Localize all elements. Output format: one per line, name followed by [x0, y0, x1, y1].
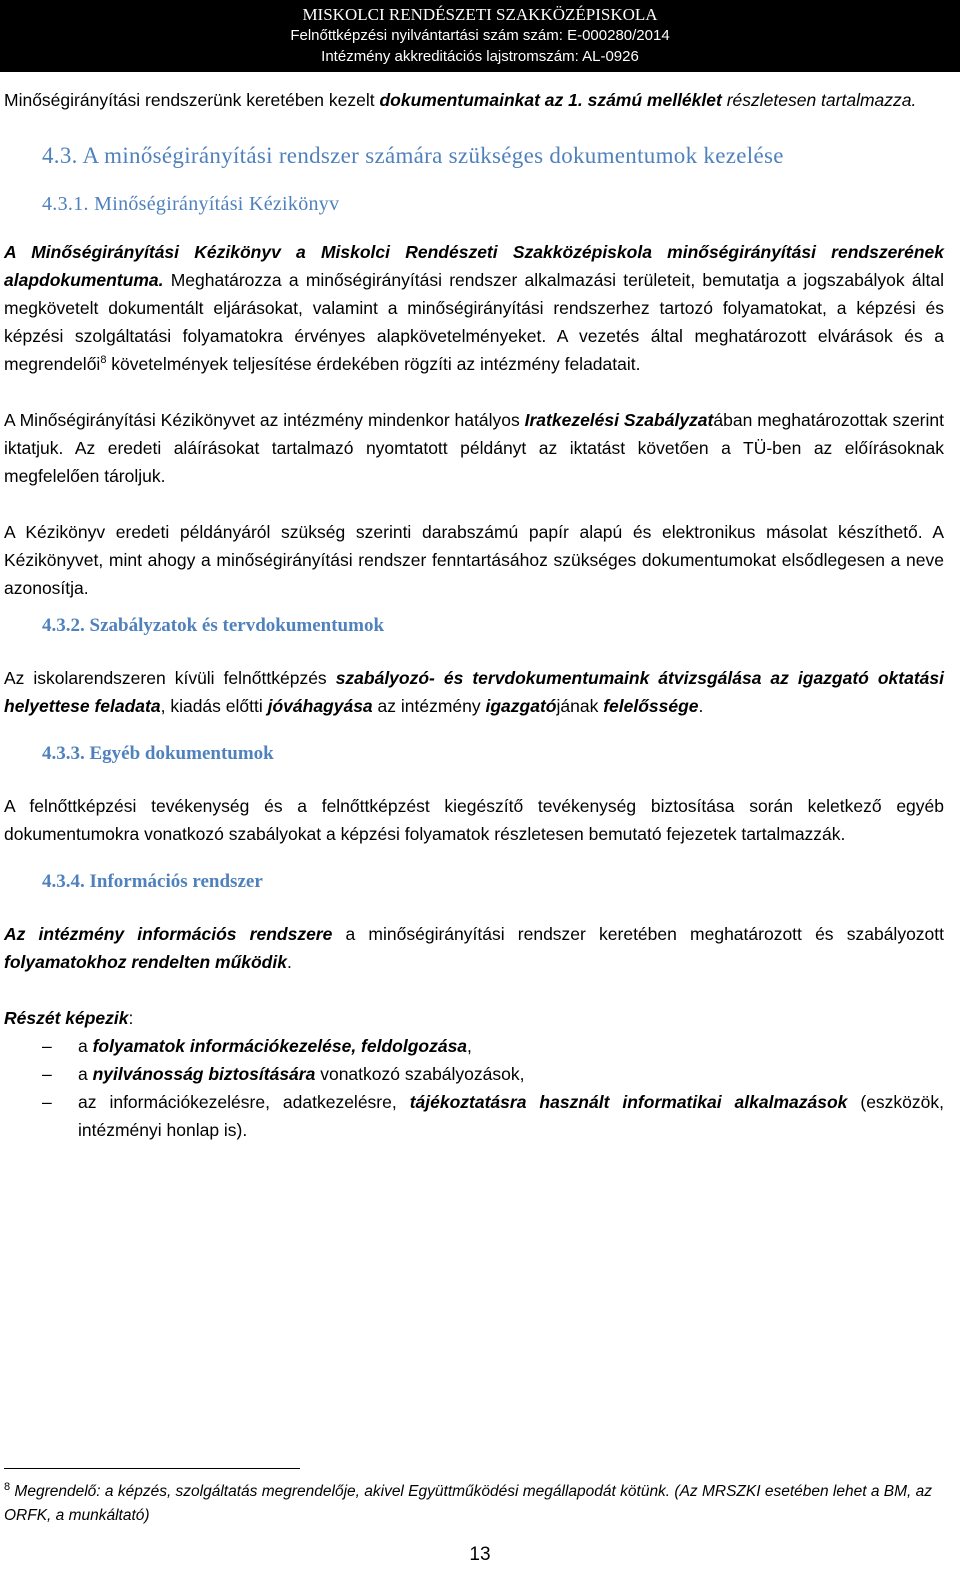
dash-bullet-icon: – — [42, 1036, 52, 1056]
kezikonyv-description: Meghatározza a minőségirányítási rendszer alkalmazási területeit, bemutatja a jogszabályok által megkövetelt dokumentált eljárásokat, valamint a minőségirányítási rendszerhez tartozó folyamatokat, a képzési és képzési szolgáltatási folyamatokra érvényes alapkövetelményeket. A vezetés által meghatározott elvárások és a megrendelői — [4, 270, 944, 374]
szabalyzatok-text-2: , kiadás előtti — [160, 696, 268, 716]
list-item-pre: az információkezelésre, adatkezelésre, — [78, 1092, 410, 1112]
szabalyzatok-text-5: . — [698, 696, 704, 716]
list-item — [4, 1060, 944, 1088]
kezikonyv-paragraph-3: A Kézikönyv eredeti példányáról szükség szerinti darabszámú papír alapú és elektronikus másolat készíthető. A Kézikönyvet, mint ahogy a minőségirányítási rendszer fenntartásához szükséges dokumentumokat elsődlegesen a neve azonosítja. — [4, 522, 944, 598]
page-number: 13 — [469, 1544, 491, 1565]
heading-4-3-1 — [42, 189, 944, 220]
heading-4-3-3-number: 4.3.3. — [42, 743, 85, 764]
heading-4-3-2 — [42, 612, 944, 640]
header-school-name: MISKOLCI RENDÉSZETI SZAKKÖZÉPISKOLA — [302, 5, 658, 24]
intro-italic: részletesen tartalmazza. — [726, 90, 917, 110]
list-item-bold: tájékoztatásra használt informatikai alkalmazások — [409, 1092, 848, 1112]
intro-emphasis: dokumentumainkat az 1. számú melléklet — [379, 90, 722, 110]
footnote — [4, 1480, 944, 1528]
heading-4-3-4-title: Információs rendszer — [89, 871, 263, 892]
parts-list — [4, 1032, 944, 1144]
parts-heading — [4, 1004, 944, 1032]
dash-bullet-icon: – — [42, 1064, 52, 1084]
szabalyzatok-emphasis-3: igazgató — [485, 696, 557, 716]
kezikonyv-description-end: követelmények teljesítése érdekében rögzíti az intézmény feladatait. — [106, 354, 641, 374]
heading-4-3-1-title: Minőségirányítási Kézikönyv — [94, 193, 340, 215]
parts-label: Részét képezik — [4, 1008, 129, 1028]
szabalyzatok-paragraph — [4, 664, 944, 720]
kezikonyv-definition: A Minőségirányítási Kézikönyv a Miskolci Rendészeti Szakközépiskola minőségirányítási rendszerének alapdokumentuma. — [4, 242, 944, 290]
list-item-bold: nyilvánosság biztosítására — [92, 1064, 316, 1084]
iktatas-emphasis: Iratkezelési Szabályzat — [524, 410, 714, 430]
heading-4-3-4-number: 4.3.4. — [42, 871, 85, 892]
footnote-ref: 8 — [100, 354, 107, 367]
szabalyzatok-emphasis-2: jóváhagyása — [267, 696, 373, 716]
header-registration: Felnőttképzési nyilvántartási szám szám: E-000280/2014 — [290, 27, 670, 44]
szabalyzatok-text-4: jának — [556, 696, 604, 716]
footnote-separator — [4, 1468, 300, 1469]
heading-4-3-number: 4.3. — [42, 143, 78, 168]
list-item-pre: a — [78, 1064, 93, 1084]
intro-text: Minőségirányítási rendszerünk keretében kezelt — [4, 90, 380, 110]
heading-4-3-2-number: 4.3.2. — [42, 615, 85, 636]
heading-4-3-3 — [42, 740, 944, 768]
list-item — [4, 1088, 944, 1144]
heading-4-3-3-title: Egyéb dokumentumok — [89, 743, 274, 764]
heading-4-3 — [42, 140, 944, 171]
szabalyzatok-text-1: Az iskolarendszeren kívüli felnőttképzés — [4, 668, 336, 688]
list-item-post: , — [467, 1036, 472, 1056]
list-item — [4, 1032, 944, 1060]
info-emphasis-1: Az intézmény információs rendszere — [4, 924, 333, 944]
info-text-1: a minőségirányítási rendszer keretében meghatározott és szabályozott — [332, 924, 945, 944]
info-text-2: . — [286, 952, 292, 972]
document-body — [4, 86, 944, 1144]
egyeb-dokumentumok-paragraph: A felnőttképzési tevékenység és a felnőttképzést kiegészítő tevékenység biztosítása során keletkező egyéb dokumentumokra vonatkozó szabályokat a képzési folyamatok részletesen bemutató fejezetek tartalmazzák. — [4, 796, 944, 844]
dash-bullet-icon: – — [42, 1092, 52, 1112]
informacios-rendszer-paragraph — [4, 920, 944, 976]
heading-4-3-2-title: Szabályzatok és tervdokumentumok — [89, 615, 385, 636]
footnote-text: Megrendelő: a képzés, szolgáltatás megrendelője, akivel Együttműködési megállapodát kötünk. (Az MRSZKI esetében lehet a BM, az ORFK, a munkáltató) — [4, 1483, 933, 1524]
kezikonyv-paragraph-1 — [4, 238, 944, 378]
heading-4-3-1-number: 4.3.1. — [42, 193, 89, 215]
intro-paragraph — [4, 86, 944, 114]
page-header — [0, 0, 960, 72]
footnote-mark: 8 — [4, 1480, 11, 1493]
list-item-post: (eszközök, intézményi honlap is). — [78, 1092, 945, 1140]
list-item-bold: folyamatok információkezelése, feldolgozása — [92, 1036, 468, 1056]
szabalyzatok-text-3: az intézmény — [372, 696, 486, 716]
header-accreditation: Intézmény akkreditációs lajstromszám: AL-0926 — [321, 48, 639, 65]
szabalyzatok-emphasis-4: felelőssége — [603, 696, 699, 716]
iktatas-text-2: ában meghatározottak szerint iktatjuk. Az eredeti aláírásokat tartalmazó nyomtatott példányt az iktatást követően a TÜ-ben az előírásoknak megfelelően tároljuk. — [4, 410, 944, 486]
list-item-post: vonatkozó szabályozások, — [315, 1064, 525, 1084]
heading-4-3-title: A minőségirányítási rendszer számára szükséges dokumentumok kezelése — [82, 143, 784, 168]
kezikonyv-paragraph-2 — [4, 406, 944, 490]
szabalyzatok-emphasis-1: szabályozó- és tervdokumentumaink átvizsgálása az igazgató oktatási helyettese feladata — [4, 668, 944, 716]
info-emphasis-2: folyamatokhoz rendelten működik — [4, 952, 287, 972]
iktatas-text-1: A Minőségirányítási Kézikönyvet az intézmény mindenkor hatályos — [4, 410, 525, 430]
heading-4-3-4 — [42, 868, 944, 896]
parts-colon: : — [128, 1008, 134, 1028]
list-item-pre: a — [78, 1036, 93, 1056]
